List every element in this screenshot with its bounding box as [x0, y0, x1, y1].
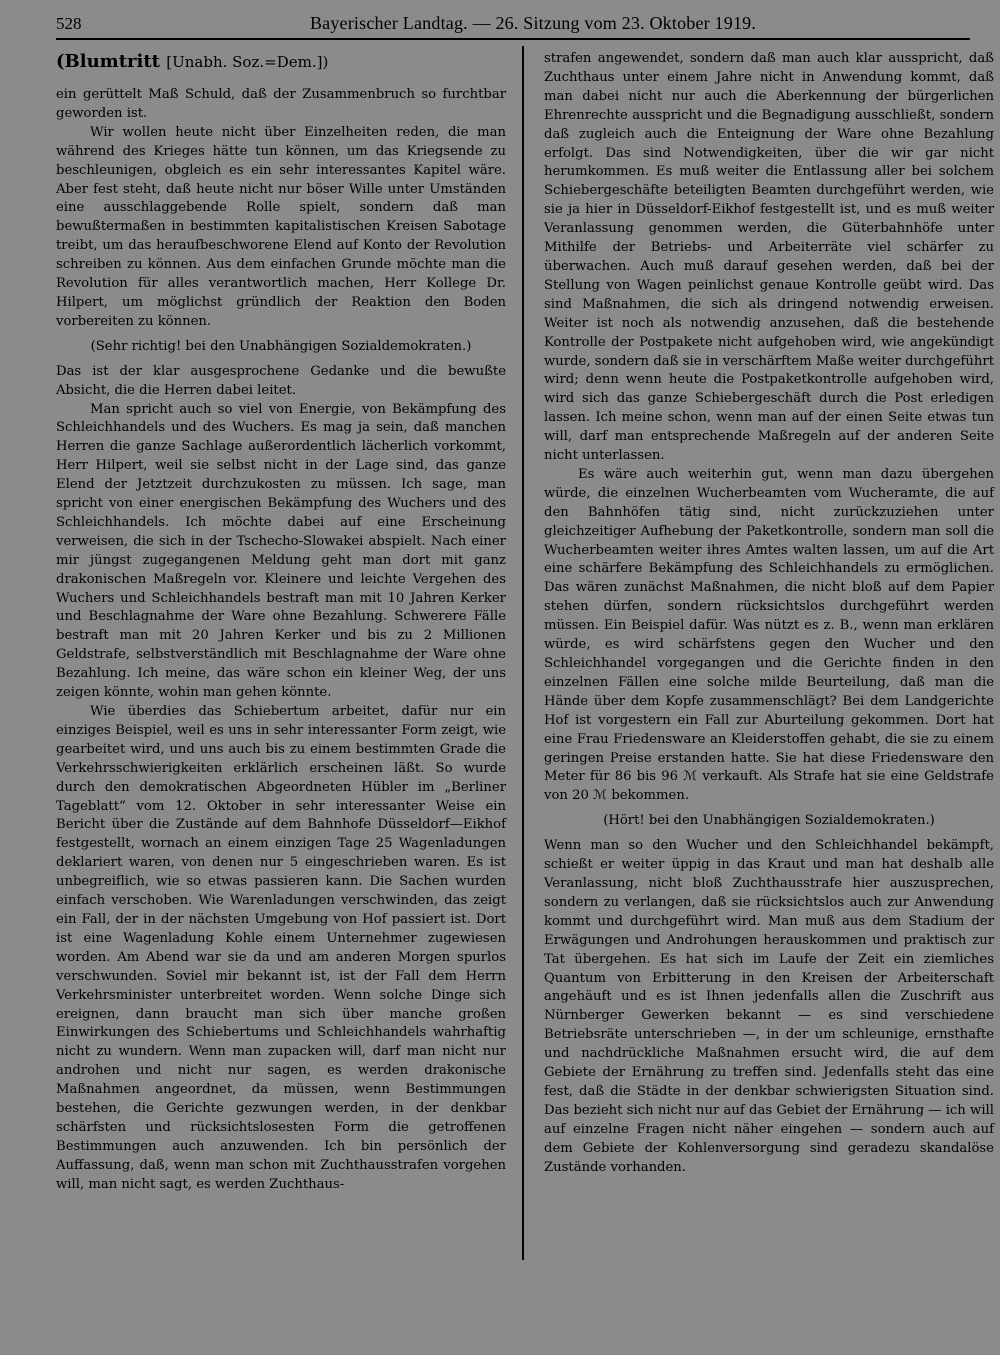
speaker-name: (Blumtritt	[56, 51, 160, 72]
paragraph: Es wäre auch weiterhin gut, wenn man dazu übergehen würde, die einzelnen Wucherbeamten vom Wucheramte, die auf den Bahnhöfen tätig sind, nicht zurückzuziehen unter gleichzeitiger Aufhebung der Paketkontrolle, sondern man soll die Wucherbeamten weiter ihres Amtes walten lassen, um auf die Art eine schärfere Bekämpfung des Schleichhandels zu ermöglichen. Das wären zunächst Maßnahmen, die nicht bloß auf dem Papier stehen dürfen, sondern rücksichtslos durchgeführt werden müssen. Ein Beispiel dafür. Was nützt es z. B., wenn man erklären würde, es wird schärfstens gegen den Wucher und den Schleichhandel vorgegangen und die Gerichte finden in den einzelnen Fällen eine solche milde Beurteilung, daß man die Hände über dem Kopfe zusammenschlägt? Bei dem Landgerichte Hof ist vorgestern ein Fall zur Aburteilung gekommen. Dort hat eine Frau Friedensware an Kleiderstoffen gehabt, die sie zu einem geringen Preise erstanden hatte. Sie hat diese Friedensware den Meter für 86 bis 96 ℳ verkauft. Als Strafe hat sie eine Geldstrafe von 20 ℳ bekommen.	[544, 466, 994, 804]
speaker-party: [Unabh. Soz.=Dem.])	[166, 53, 329, 71]
paragraph: Wie überdies das Schiebertum arbeitet, dafür nur ein einziges Beispiel, weil es uns in sehr interessanter Form zeigt, wie gearbeitet wird, und uns auch bis zu einem bestimmten Grade die Verkehrsschwierigkeiten erklärlich erscheinen läßt. So wurde durch den demokratischen Abgeordneten Hübler im „Berliner Tageblatt“ vom 12. Oktober in sehr interessanter Weise ein Bericht über die Zustände auf dem Bahnhofe Düsseldorf—Eikhof festgestellt, wornach an einem einzigen Tage 25 Wagenladungen deklariert waren, von denen nur 5 eingeschrieben waren. Es ist unbegreiflich, wie so etwas passieren kann. Die Sachen wurden einfach verschoben. Wie Warenladungen verschwinden, das zeigt ein Fall, der in der nächsten Umgebung von Hof passiert ist. Dort ist eine Wagenladung Kohle einem Unternehmer zugewiesen worden. Am Abend war sie da und am anderen Morgen spurlos verschwunden. Soviel mir bekannt ist, ist der Fall dem Herrn Verkehrsminister unterbreitet worden. Wenn solche Dinge sich ereignen, dann braucht man sich über manche großen Einwirkungen des Schiebertums und Schleichhandels wahrhaftig nicht zu wundern. Wenn man zupacken will, darf man nicht nur androhen und nicht nur sagen, es werden drakonische Maßnahmen angeordnet, da müssen, wenn Bestimmungen bestehen, die Gerichte gezwungen werden, in der denkbar schärfsten und rücksichtslosesten Form die getroffenen Bestimmungen auch anzuwenden. Ich bin persönlich der Auffassung, daß, wenn man schon mit Zuchthausstrafen vorgehen will, man nicht sagt, es werden Zuchthaus-	[56, 704, 506, 1192]
speaker-line	[56, 50, 506, 74]
paragraph: strafen angewendet, sondern daß man auch klar ausspricht, daß Zuchthaus unter einem Jahre nicht in Anwendung kommt, daß man dabei nicht nur auch die Aberkennung der bürgerlichen Ehrenrechte ausspricht und die Begnadigung ausschließt, sondern daß zugleich auch die Enteignung der Ware ohne Bezahlung erfolgt. Das sind Notwendigkeiten, über die wir gar nicht herumkommen. Es muß weiter die Entlassung aller bei solchem Schiebergeschäfte beteiligten Beamten durchgeführt werden, wie sie ja hier in Düsseldorf-Eikhof festgestellt ist, und es muß weiter Veranlassung genommen werden, die Güterbahnhöfe unter Mithilfe der Betriebs- und Arbeiterräte viel schärfer zu überwachen. Auch muß darauf gesehen werden, daß bei der Stellung von Wagen peinlichst genaue Kontrolle geübt wird. Das sind Maßnahmen, die sich als dringend notwendig erweisen. Weiter ist noch als notwendig anzusehen, daß die bestehende Kontrolle der Postpakete nicht aufgehoben wird, wie angekündigt wurde, sondern daß sie in verschärftem Maße weiter durchgeführt wird; denn wenn heute die Postpaketkontrolle aufgehoben wird, wird sich das ganze Schiebergeschäft durch die Post erledigen lassen. Ich meine schon, wenn man auf der einen Seite etwas tun will, darf man entsprechende Maßregeln auf der anderen Seite nicht unterlassen.	[544, 51, 994, 464]
interjection: (Sehr richtig! bei den Unabhängigen Sozialdemokraten.)	[90, 338, 472, 354]
column-divider	[522, 46, 524, 1260]
paragraph: Wir wollen heute nicht über Einzelheiten reden, die man während des Krieges hätte tun können, um das Kriegsende zu beschleunigen, obgleich es ein sehr interessantes Kapitel wäre. Aber fest steht, daß heute nicht nur böser Wille unter Umständen eine ausschlaggebende Rolle spielt, sondern daß man bewußtermaßen in bestimmten kapitalistischen Kreisen Sabotage treibt, um das heraufbeschworene Elend auf Konto der Revolution schreiben zu können. Aus dem einfachen Grunde möchte man die Revolution für alles verantwortlich machen, Herr Kollege Dr. Hilpert, um möglichst gründlich der Reaktion den Boden vorbereiten zu können.	[56, 124, 506, 329]
page-header	[56, 12, 970, 40]
paragraph: Wenn man so den Wucher und den Schleichhandel bekämpft, schießt er weiter üppig in das Kraut und man hat deshalb alle Veranlassung, nicht bloß Zuchthausstrafe hier auszusprechen, sondern zu verlangen, daß sie rücksichtslos auch zur Anwendung kommt und durchgeführt wird. Man muß aus dem Stadium der Erwägungen und Androhungen herauskommen und praktisch zur Tat übergehen. Es hat sich im Laufe der Zeit ein ziemliches Quantum von Erbitterung in den Kreisen der Arbeiterschaft angehäuft und es ist Ihnen jedenfalls allen die Zuschrift aus Nürnberger Gewerken bekannt — es sind verschiedene Betriebsräte unterschrieben —, in der um schleunige, ernsthafte und nachdrückliche Maßnahmen ersucht wird, die auf dem Gebiete der Ernährung zu treffen sind. Jedenfalls steht das eine fest, daß die Städte in der denkbar schwierigsten Situation sind. Das bezieht sich nicht nur auf das Gebiet der Ernährung — ich will auf einzelne Fragen nicht näher eingehen — sondern auch auf dem Gebiete der Kohlenversorgung sind geradezu skandalöse Zustände vorhanden.	[544, 838, 994, 1175]
interjection: (Hört! bei den Unabhängigen Sozialdemokraten.)	[603, 813, 935, 829]
right-column	[544, 50, 994, 1177]
paragraph: Das ist der klar ausgesprochene Gedanke und die bewußte Absicht, die die Herren dabei leitet.	[56, 363, 506, 398]
page-number: 528	[56, 14, 82, 33]
paragraph: Man spricht auch so viel von Energie, von Bekämpfung des Schleichhandels und des Wuchers. Es mag ja sein, daß manchen Herren die ganze Sachlage außerordentlich lächerlich vorkommt, Herr Hilpert, weil sie selbst nicht in der Lage sind, das ganze Elend der Jetztzeit durchzukosten zu müssen. Ich sage, man spricht von einer energischen Bekämpfung des Wuchers und des Schleichhandels. Ich möchte dabei auf eine Erscheinung verweisen, die sich in der Tschecho-Slowakei abspielt. Nach einer mir jüngst zugegangenen Meldung geht man dort mit ganz drakonischen Maßregeln vor. Kleinere und leichte Vergehen des Wuchers und Schleichhandels bestraft man mit 10 Jahren Kerker und Beschlagnahme der Ware ohne Bezahlung. Schwerere Fälle bestraft man mit 20 Jahren Kerker und bis zu 2 Millionen Geldstrafe, selbstverständlich mit Beschlagnahme der Ware ohne Bezahlung. Ich meine, das wäre schon ein kleiner Weg, der uns zeigen könnte, wohin man gehen könnte.	[56, 401, 506, 701]
running-title: Bayerischer Landtag. — 26. Sitzung vom 23. Oktober 1919.	[309, 13, 757, 33]
left-column	[56, 50, 506, 1195]
paragraph: ein gerüttelt Maß Schuld, daß der Zusammenbruch so furchtbar geworden ist.	[56, 87, 506, 121]
